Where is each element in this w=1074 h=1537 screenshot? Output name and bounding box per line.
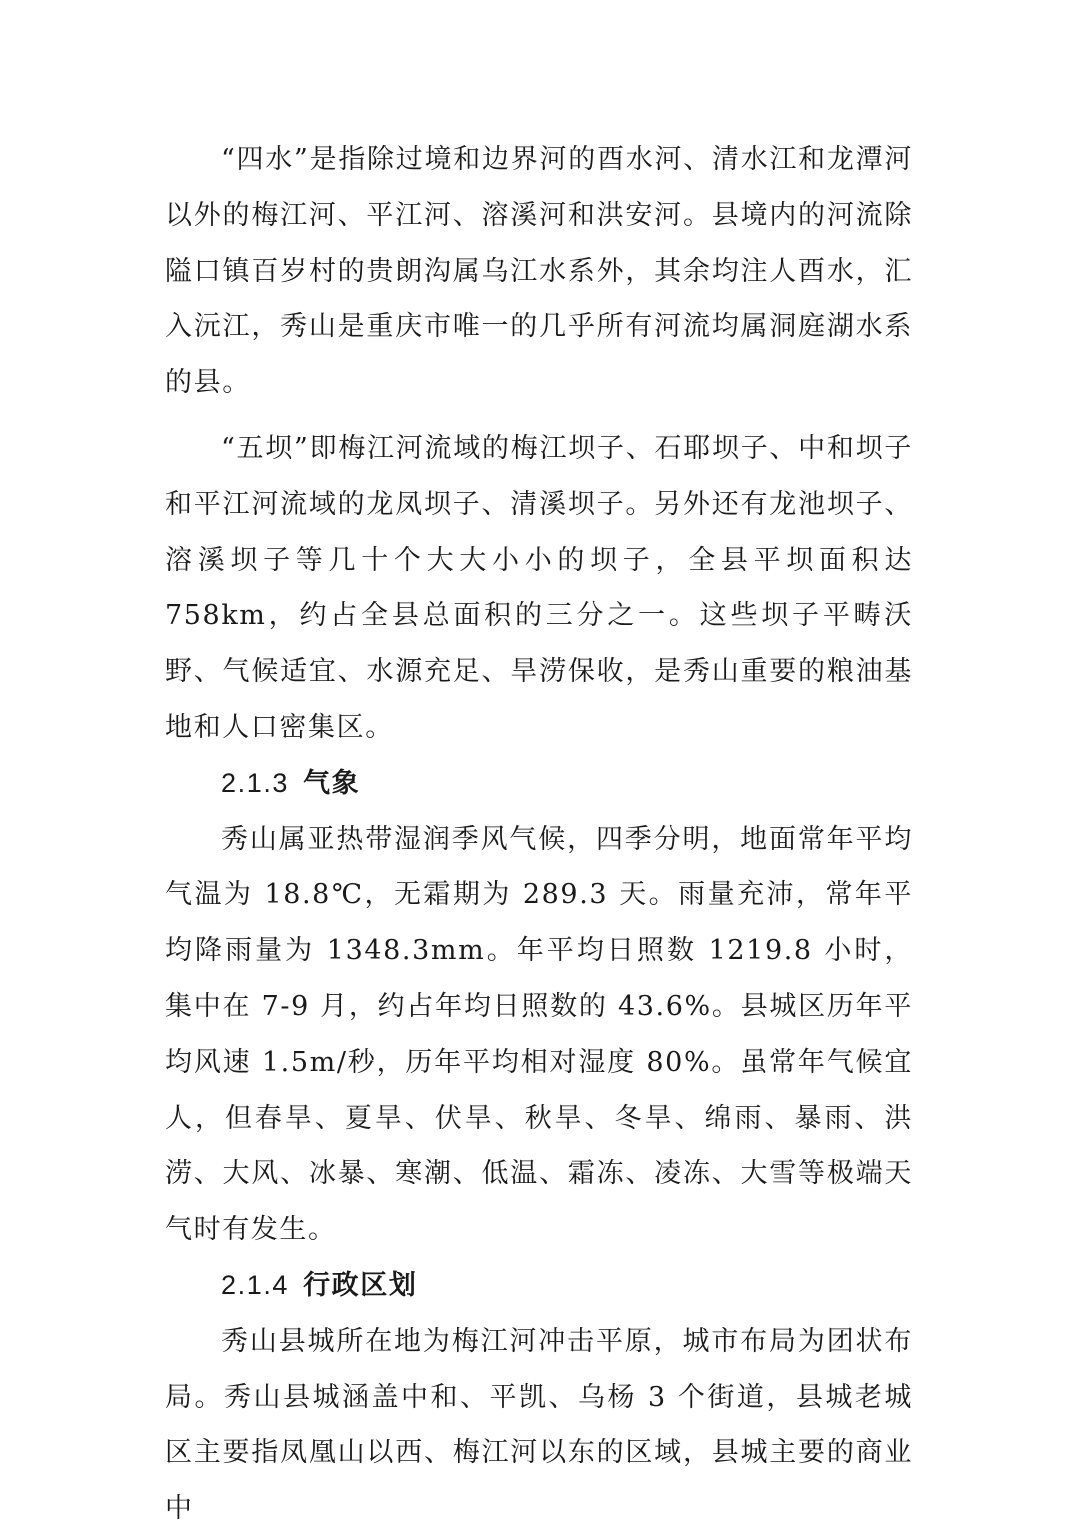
section-number: 2.1.4 <box>221 1269 290 1300</box>
section-heading-climate <box>165 756 913 812</box>
paragraph-si-shui: “四水”是指除过境和边界河的酉水河、清水江和龙潭河以外的梅江河、平江河、溶溪河和洪安河。县境内的河流除隘口镇百岁村的贵朗沟属乌江水系外，其余均注人酉水，汇入沅江，秀山是重庆市唯一的几乎所有河流均属洞庭湖水系的县。 <box>165 144 913 399</box>
section-heading-administrative-divisions <box>165 1258 913 1314</box>
section-title: 气象 <box>303 767 361 799</box>
paragraph-wu-ba: “五坝”即梅江河流域的梅江坝子、石耶坝子、中和坝子和平江河流域的龙凤坝子、清溪坝子。另外还有龙池坝子、溶溪坝子等几十个大大小小的坝子，全县平坝面积达 758km，约占全县总面积的三分之一。这些坝子平畴沃野、气候适宜、水源充足、旱涝保收，是秀山重要的粮油基地和人口密集区。 <box>165 432 913 743</box>
section-number: 2.1.3 <box>221 767 290 798</box>
paragraph-administrative-divisions: 秀山县城所在地为梅江河冲击平原，城市布局为团状布局。秀山县城涵盖中和、平凯、乌杨 3 个街道，县城老城区主要指凤凰山以西、梅江河以东的区域，县城主要的商业中 <box>165 1325 913 1525</box>
section-title: 行政区划 <box>303 1269 418 1301</box>
document-page <box>165 132 913 1537</box>
paragraph-climate: 秀山属亚热带湿润季风气候，四季分明，地面常年平均气温为 18.8℃，无霜期为 289.3 天。雨量充沛，常年平均降雨量为 1348.3mm。年平均日照数 1219.8 小时，集中在 7-9 月，约占年均日照数的 43.6%。县城区历年平均风速 1.5m/秒，历年平均相对湿度 80%。虽常年气候宜人，但春旱、夏旱、伏旱、秋旱、冬旱、绵雨、暴雨、洪涝、大风、冰暴、寒潮、低温、霜冻、凌冻、大雪等极端天气时有发生。 <box>165 823 913 1246</box>
